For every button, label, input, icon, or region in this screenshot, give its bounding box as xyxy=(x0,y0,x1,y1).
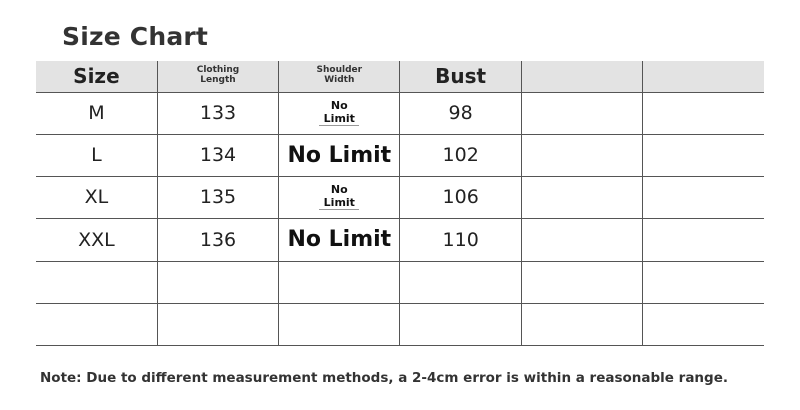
cell-bust xyxy=(400,92,521,134)
cell-size xyxy=(36,218,157,261)
header-size-label: Size xyxy=(73,64,120,89)
cell-clothing-length xyxy=(157,134,278,176)
measurement-note: Note: Due to different measurement methods, a 2-4cm error is within a reasonable range. xyxy=(40,370,728,386)
header-clothing-length-label: Clothing Length xyxy=(196,65,240,86)
bust-value: 106 xyxy=(442,186,479,208)
clothing-length-value: 136 xyxy=(199,228,237,251)
size-value: XXL xyxy=(78,228,115,251)
header-clothing-length xyxy=(157,61,278,92)
shoulder-width-value: No Limit xyxy=(319,99,359,126)
header-empty-1 xyxy=(521,61,642,92)
cell-shoulder-width xyxy=(279,176,400,218)
cell-bust xyxy=(400,303,521,345)
cell-bust xyxy=(400,134,521,176)
cell-empty xyxy=(521,218,642,261)
header-empty-2 xyxy=(643,61,764,92)
header-bust xyxy=(400,61,521,92)
cell-empty xyxy=(521,261,642,303)
table-row xyxy=(36,303,764,345)
cell-empty xyxy=(521,176,642,218)
cell-shoulder-width xyxy=(279,92,400,134)
cell-clothing-length xyxy=(157,261,278,303)
cell-empty xyxy=(643,303,764,345)
bust-value: 98 xyxy=(448,102,473,124)
cell-shoulder-width xyxy=(279,303,400,345)
cell-clothing-length xyxy=(157,92,278,134)
header-shoulder-width-label: Shoulder Width xyxy=(316,65,363,86)
table-row xyxy=(36,218,764,261)
shoulder-width-value: No Limit xyxy=(287,142,392,168)
cell-clothing-length xyxy=(157,303,278,345)
header-shoulder-width xyxy=(279,61,400,92)
table-row xyxy=(36,176,764,218)
page-title: Size Chart xyxy=(62,22,209,51)
cell-size xyxy=(36,134,157,176)
cell-clothing-length xyxy=(157,176,278,218)
cell-empty xyxy=(643,218,764,261)
header-size xyxy=(36,61,157,92)
cell-bust xyxy=(400,176,521,218)
cell-empty xyxy=(643,261,764,303)
cell-bust xyxy=(400,218,521,261)
cell-clothing-length xyxy=(157,218,278,261)
clothing-length-value: 135 xyxy=(199,186,237,208)
bust-value: 110 xyxy=(442,228,479,251)
table-header-row xyxy=(36,61,764,92)
size-value: XL xyxy=(84,186,109,208)
cell-shoulder-width xyxy=(279,134,400,176)
clothing-length-value: 134 xyxy=(199,144,237,166)
bust-value: 102 xyxy=(442,144,479,166)
cell-size xyxy=(36,176,157,218)
size-value: L xyxy=(91,144,102,166)
cell-empty xyxy=(643,176,764,218)
cell-empty xyxy=(643,92,764,134)
table-row xyxy=(36,134,764,176)
cell-bust xyxy=(400,261,521,303)
cell-size xyxy=(36,261,157,303)
table-row xyxy=(36,92,764,134)
clothing-length-value: 133 xyxy=(199,102,237,124)
cell-shoulder-width xyxy=(279,261,400,303)
cell-empty xyxy=(521,303,642,345)
cell-size xyxy=(36,303,157,345)
header-bust-label: Bust xyxy=(435,64,487,89)
cell-empty xyxy=(643,134,764,176)
shoulder-width-value: No Limit xyxy=(319,183,359,210)
cell-empty xyxy=(521,134,642,176)
cell-shoulder-width xyxy=(279,218,400,261)
size-value: M xyxy=(88,102,105,124)
table-row xyxy=(36,261,764,303)
cell-empty xyxy=(521,92,642,134)
shoulder-width-value: No Limit xyxy=(287,227,392,252)
size-chart-table xyxy=(36,61,764,346)
cell-size xyxy=(36,92,157,134)
